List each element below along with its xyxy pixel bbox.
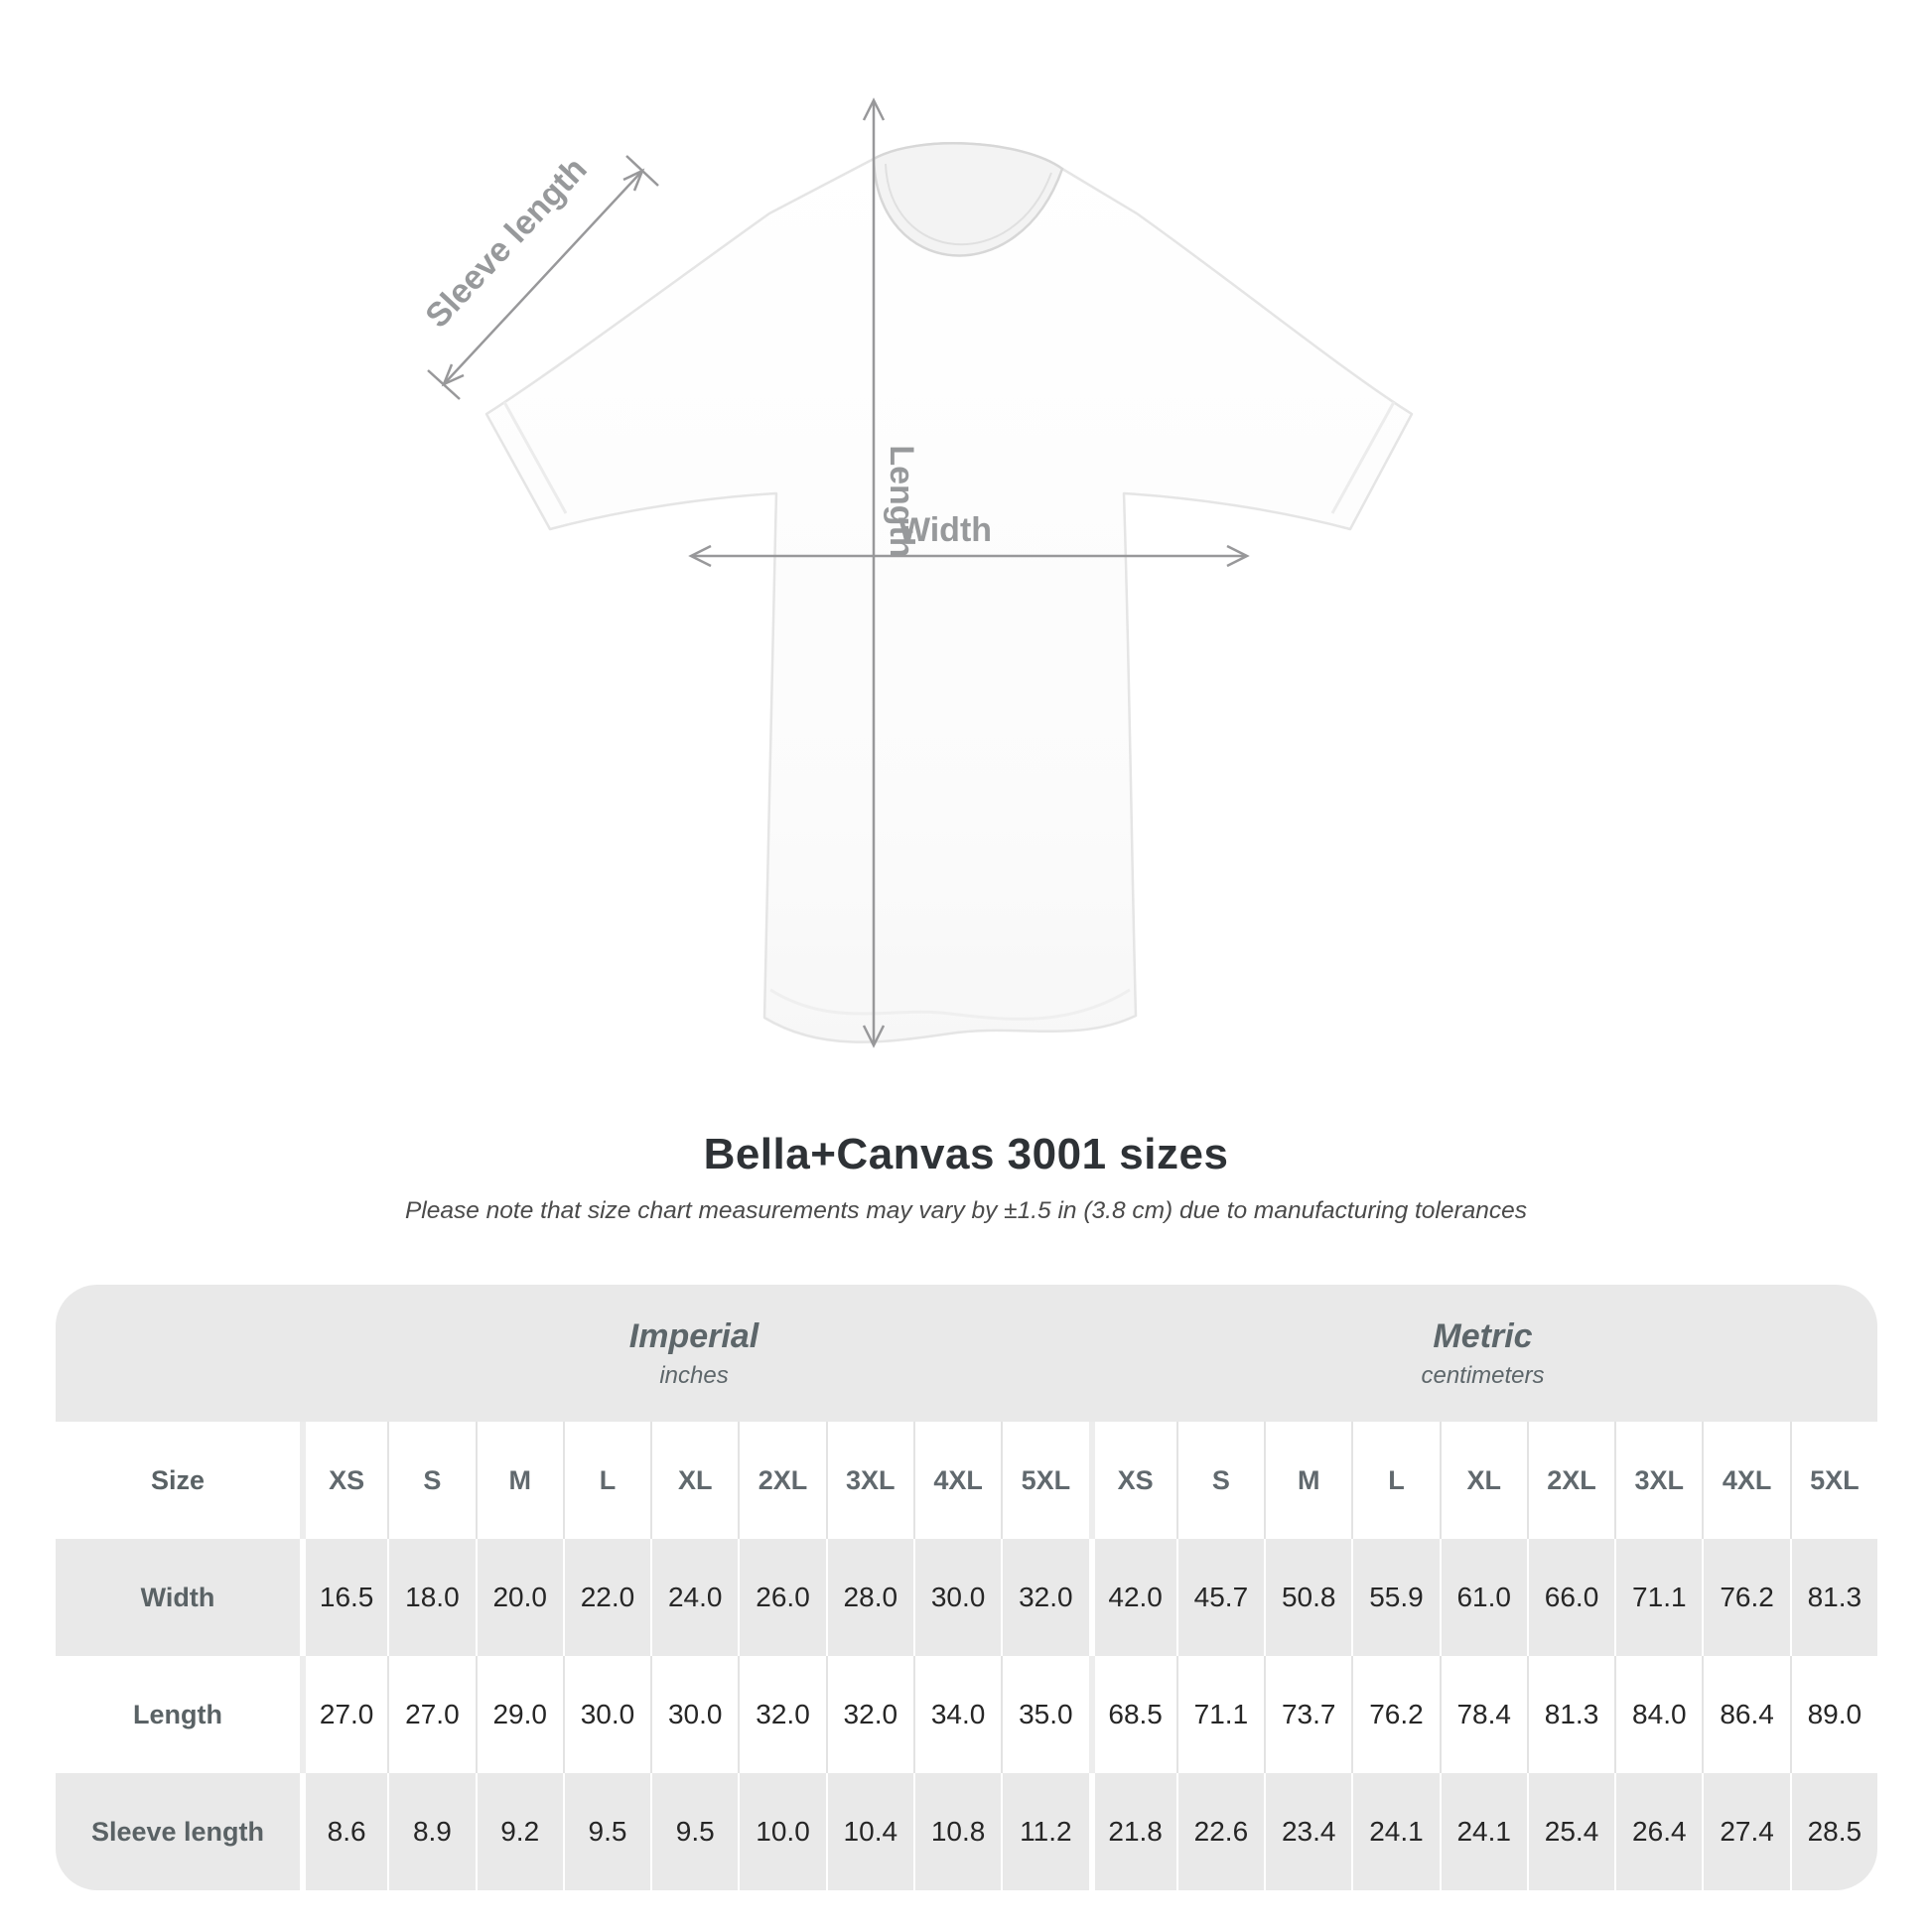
value-cell: 22.6 [1176,1773,1264,1890]
value-cell: 10.8 [913,1773,1001,1890]
size-header-cell: 3XL [826,1422,913,1539]
value-cell: 71.1 [1614,1539,1702,1656]
tshirt-diagram [377,84,1519,1107]
size-table [56,1285,1877,1890]
value-cell: 81.3 [1527,1656,1614,1773]
measurement-row [56,1539,1877,1656]
value-cell: 8.6 [300,1773,387,1890]
value-cell: 28.0 [826,1539,913,1656]
tolerance-note: Please note that size chart measurements may vary by ±1.5 in (3.8 cm) due to manufacturing tolerances [404,1197,1528,1224]
value-cell: 35.0 [1001,1656,1088,1773]
value-cell: 68.5 [1089,1656,1176,1773]
metric-section-header [1088,1285,1877,1422]
value-cell: 16.5 [300,1539,387,1656]
value-cell: 27.0 [387,1656,475,1773]
size-header-cell: 2XL [738,1422,825,1539]
value-cell: 20.0 [476,1539,563,1656]
value-cell: 89.0 [1790,1656,1877,1773]
value-cell: 78.4 [1440,1656,1527,1773]
size-header-cell: 5XL [1790,1422,1877,1539]
value-cell: 28.5 [1790,1773,1877,1890]
value-cell: 84.0 [1614,1656,1702,1773]
value-cell: 30.0 [650,1656,738,1773]
size-header-cell: 2XL [1527,1422,1614,1539]
size-header-cell: S [387,1422,475,1539]
width-label: Width [897,511,993,549]
tshirt-body [486,143,1412,1041]
value-cell: 26.0 [738,1539,825,1656]
row-label: Length [133,1699,222,1729]
value-cell: 86.4 [1702,1656,1789,1773]
value-cell: 21.8 [1089,1773,1176,1890]
metric-unit: centimeters [1421,1361,1545,1389]
value-cell: 71.1 [1176,1656,1264,1773]
value-cell: 9.5 [563,1773,650,1890]
value-cell: 23.4 [1264,1773,1351,1890]
value-cell: 24.0 [650,1539,738,1656]
size-header-cell: XS [1089,1422,1176,1539]
value-cell: 18.0 [387,1539,475,1656]
value-cell: 9.5 [650,1773,738,1890]
value-cell: 10.0 [738,1773,825,1890]
size-header-cell: XL [1440,1422,1527,1539]
value-cell: 29.0 [476,1656,563,1773]
value-cell: 32.0 [1001,1539,1088,1656]
metric-title: Metric [1433,1316,1533,1355]
row-label: Sleeve length [90,1816,265,1847]
length-label: Length [883,445,920,558]
value-cell: 81.3 [1790,1539,1877,1656]
value-cell: 73.7 [1264,1656,1351,1773]
measurement-row [56,1656,1877,1773]
size-header-cell: 4XL [913,1422,1001,1539]
value-cell: 61.0 [1440,1539,1527,1656]
value-cell: 45.7 [1176,1539,1264,1656]
value-cell: 34.0 [913,1656,1001,1773]
value-cell: 24.1 [1351,1773,1439,1890]
size-header-cell: XL [650,1422,738,1539]
imperial-section-header [300,1285,1088,1422]
value-cell: 26.4 [1614,1773,1702,1890]
size-header-cell: S [1176,1422,1264,1539]
size-header-cell: 3XL [1614,1422,1702,1539]
size-table-body [56,1422,1877,1890]
size-header-cell: XS [300,1422,387,1539]
value-cell: 22.0 [563,1539,650,1656]
value-cell: 8.9 [387,1773,475,1890]
value-cell: 30.0 [913,1539,1001,1656]
size-header-cell: L [563,1422,650,1539]
size-header-cell: M [476,1422,563,1539]
value-cell: 32.0 [826,1656,913,1773]
value-cell: 32.0 [738,1656,825,1773]
row-label: Width [140,1582,215,1612]
value-cell: 9.2 [476,1773,563,1890]
size-header-row [56,1422,1877,1539]
imperial-unit: inches [659,1361,729,1389]
value-cell: 30.0 [563,1656,650,1773]
measurement-row [56,1773,1877,1890]
value-cell: 11.2 [1001,1773,1088,1890]
unit-header-band [56,1285,1877,1422]
value-cell: 10.4 [826,1773,913,1890]
tshirt-photo [377,84,1519,1107]
size-header-cell: M [1264,1422,1351,1539]
value-cell: 50.8 [1264,1539,1351,1656]
size-header-cell: 4XL [1702,1422,1789,1539]
value-cell: 24.1 [1440,1773,1527,1890]
value-cell: 55.9 [1351,1539,1439,1656]
value-cell: 27.4 [1702,1773,1789,1890]
size-header-cell: 5XL [1001,1422,1088,1539]
value-cell: 76.2 [1351,1656,1439,1773]
value-cell: 66.0 [1527,1539,1614,1656]
row-label: Size [150,1464,206,1495]
imperial-title: Imperial [628,1316,759,1355]
sleeve-length-label: Sleeve length [418,150,595,336]
size-header-cell: L [1351,1422,1439,1539]
page-title: Bella+Canvas 3001 sizes [703,1130,1229,1178]
value-cell: 42.0 [1089,1539,1176,1656]
value-cell: 76.2 [1702,1539,1789,1656]
value-cell: 27.0 [300,1656,387,1773]
value-cell: 25.4 [1527,1773,1614,1890]
